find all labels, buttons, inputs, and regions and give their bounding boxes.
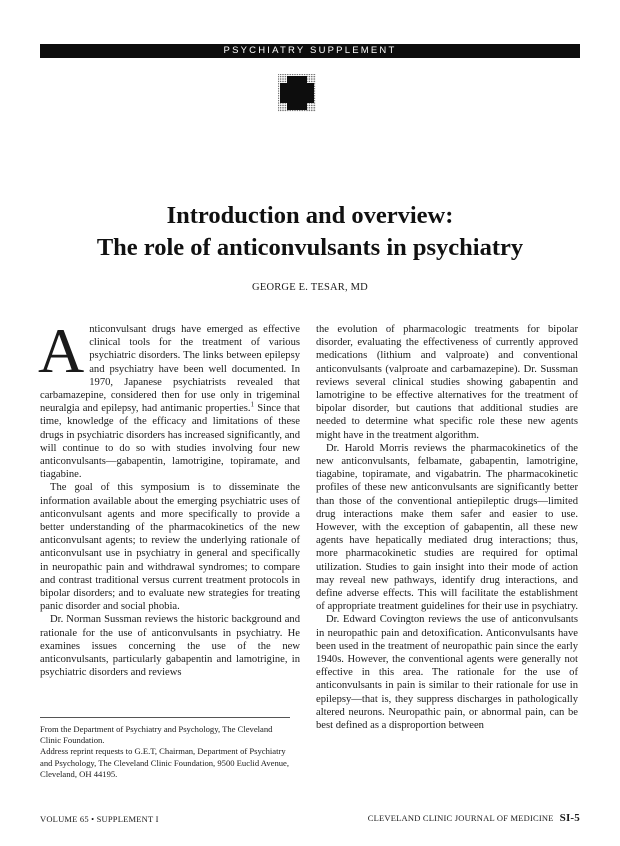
footnote-divider [40,717,290,718]
footnote-affiliation: From the Department of Psychiatry and Psychology, The Cleveland Clinic Foundation. [40,724,273,746]
reference-marker: 1 [250,400,254,409]
title-line-1: Introduction and overview: [166,202,454,229]
left-column [38,315,300,679]
footer-journal [368,812,580,824]
footer-journal-name: CLEVELAND CLINIC JOURNAL OF MEDICINE [367,813,554,823]
title-line-2: The role of anticonvulsants in psychiatry [96,234,524,261]
cross-emblem-icon [277,73,317,113]
author-byline: GEORGE E. TESAR, MD [252,282,368,293]
drop-cap: A [38,315,85,386]
page-number: SI-5 [559,812,580,824]
paragraph-bipolar: the evolution of pharmacologic treatments for bipolar disorder, evaluating the effectiveness of currently approved medications (lithium and valproate) and conventional anticonvulsants (valproate and carbamazepine). Dr. Sussman reviews several clinical studies showing gabapentin and lamotrigine to be effective alternatives for the treatment of bipolar disorder, but cautions that additional studies are needed to determine what specific role these new agents might have in the treatment algorithm. [316,324,578,441]
right-column [316,323,578,732]
footer-volume: VOLUME 65 • SUPPLEMENT I [40,814,159,824]
section-banner: PSYCHIATRY SUPPLEMENT [40,44,580,58]
paragraph-sussman: Dr. Norman Sussman reviews the historic background and rationale for the use of anticonvulsants in psychiatry. He examines issues concerning the use of the new anticonvulsants, particularly gabapentin and lamotrigine, in psychiatric disorders and reviews [40,614,300,679]
paragraph-intro: Anticonvulsant drugs have emerged as effective clinical tools for the treatment of various psychiatric disorders. The links between epilepsy and psychiatry have been well documented. In 1970, Japanese psychiatrists revealed that carbamazepine, considered then for use only in trigeminal neuralgia and epilepsy, had antimanic properties.$^1$ Since that time, knowledge of the efficacy and limitations of these drugs in psychiatric disorders has increased significantly, and will continue to do so with studies involving four new anticonvulsants—gabapentin, lamotrigine, topiramate, and tiagabine. [38,315,300,481]
paragraph-covington: Dr. Edward Covington reviews the use of anticonvulsants in neuropathic pain and detoxification. Anticonvulsants have been used in the treatment of neuropathic pain since the early 1940s. However, the conventional agents were generally not effective in this area. The rationale for the use of anticonvulsants in pain is similar to their rationale for use in epilepsy—that is, they suppress discharges in pathologically altered neurons. Neuropathic pain, or abnormal pain, can be best defined as a disproportion between [316,614,578,732]
article-title [30,200,590,264]
paragraph-goal: The goal of this symposium is to disseminate the information available about the emerging psychiatric uses of anticonvulsant agents and more specifically to provide a better understanding of the pharmacokinetics of the new anticonvulsant agents; to review the underlying rationale of anticonvulsant use in psychiatry in general and specifically in neuropathic pain and withdrawal syndromes; to compare and contrast traditional versus current treatment protocols in bipolar disorders; and to evaluate new strategies for treating panic disorder and social phobia. [40,482,300,613]
footnotes [40,724,295,780]
paragraph-morris: Dr. Harold Morris reviews the pharmacokinetics of the new anticonvulsants, felbamate, gabapentin, lamotrigine, tiagabine, topiramate, and vigabatrin. The pharmacokinetic profiles of these new anticonvulsants are significantly better than those of the conventional antiepileptic drugs—limited drug interactions make them safer and easier to use. However, with the exception of gabapentin, all these new agents have hepatically mediated drug interactions; thus, more pharmacokinetic studies are required for optimal utilization. Studies to gain insight into their mode of action may reveal new pathways, identify drug interactions, and define adverse effects. This will facilitate the establishment of appropriate treatment guidelines for their use in psychiatry. [316,442,579,613]
footnote-reprints: Address reprint requests to G.E.T, Chairman, Department of Psychiatry and Psychology, The Cleveland Clinic Foundation, 9500 Euclid Avenue, Cleveland, OH 44195. [40,746,290,779]
